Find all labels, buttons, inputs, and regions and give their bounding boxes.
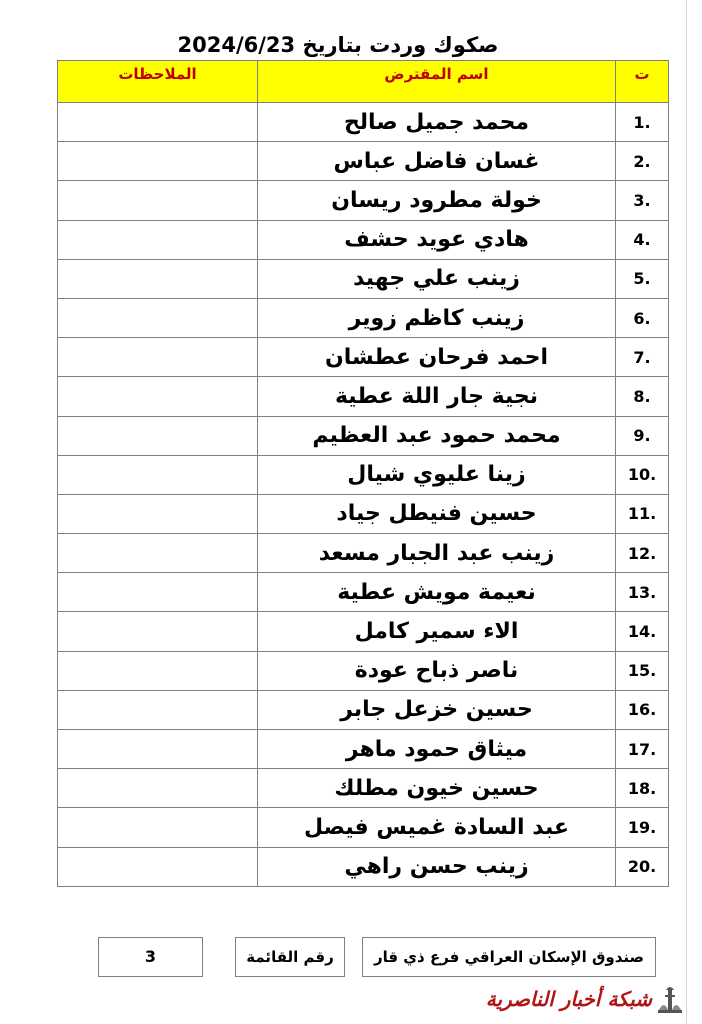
watermark	[458, 983, 684, 1015]
row-number: 10.	[616, 455, 669, 494]
table-header-row	[58, 61, 669, 103]
borrower-name: ناصر ذباح عودة	[258, 651, 616, 690]
borrower-name: الاء سمير كامل	[258, 612, 616, 651]
table-row	[58, 573, 669, 612]
row-number: 5.	[616, 259, 669, 298]
table-row	[58, 690, 669, 729]
borrower-name: محمد جميل صالح	[258, 103, 616, 142]
borrower-name: احمد فرحان عطشان	[258, 338, 616, 377]
row-number: 3.	[616, 181, 669, 220]
list-number-label: رقم القائمة	[235, 937, 345, 977]
table-row	[58, 338, 669, 377]
table-row	[58, 103, 669, 142]
borrower-name: عبد السادة غميس فيصل	[258, 808, 616, 847]
row-notes	[58, 103, 258, 142]
borrower-name: غسان فاضل عباس	[258, 142, 616, 181]
row-notes	[58, 651, 258, 690]
borrower-name: ميثاق حمود ماهر	[258, 730, 616, 769]
header-notes: الملاحظات	[58, 61, 258, 103]
row-notes	[58, 377, 258, 416]
borrower-name: زينب علي جهيد	[258, 259, 616, 298]
borrower-name: زينب عبد الجبار مسعد	[258, 534, 616, 573]
table-row	[58, 769, 669, 808]
header-number: ت	[616, 61, 669, 103]
row-number: 7.	[616, 338, 669, 377]
table-row	[58, 220, 669, 259]
row-notes	[58, 455, 258, 494]
row-number: 9.	[616, 416, 669, 455]
page-edge	[686, 0, 687, 1024]
borrower-name: زينب حسن راهي	[258, 847, 616, 886]
row-number: 18.	[616, 769, 669, 808]
row-notes	[58, 534, 258, 573]
borrower-name: هادي عويد حشف	[258, 220, 616, 259]
borrower-name: زينب كاظم زوير	[258, 298, 616, 337]
row-notes	[58, 847, 258, 886]
row-number: 4.	[616, 220, 669, 259]
table-row	[58, 730, 669, 769]
table-row	[58, 181, 669, 220]
document-title: صكوك وردت بتاريخ 2024/6/23	[177, 33, 499, 57]
table-row	[58, 494, 669, 533]
row-notes	[58, 690, 258, 729]
list-number-value: 3	[98, 937, 203, 977]
borrower-name: محمد حمود عبد العظيم	[258, 416, 616, 455]
borrower-name: نعيمة مويش عطية	[258, 573, 616, 612]
borrower-name: حسين خزعل جابر	[258, 690, 616, 729]
borrower-name: خولة مطرود ريسان	[258, 181, 616, 220]
row-number: 6.	[616, 298, 669, 337]
row-notes	[58, 808, 258, 847]
table-row	[58, 142, 669, 181]
table-row	[58, 847, 669, 886]
row-notes	[58, 220, 258, 259]
table-row	[58, 808, 669, 847]
row-notes	[58, 494, 258, 533]
header-name: اسم المقترض	[258, 61, 616, 103]
row-notes	[58, 730, 258, 769]
row-number: 8.	[616, 377, 669, 416]
borrower-name: حسين خيون مطلك	[258, 769, 616, 808]
row-number: 12.	[616, 534, 669, 573]
borrower-name: زينا عليوي شيال	[258, 455, 616, 494]
row-number: 14.	[616, 612, 669, 651]
row-number: 20.	[616, 847, 669, 886]
row-notes	[58, 573, 258, 612]
row-number: 16.	[616, 690, 669, 729]
row-notes	[58, 769, 258, 808]
row-notes	[58, 416, 258, 455]
watermark-text: شبكة أخبار الناصرية	[485, 987, 652, 1011]
table-row	[58, 259, 669, 298]
table-row	[58, 612, 669, 651]
row-number: 19.	[616, 808, 669, 847]
fund-name-box: صندوق الإسكان العراقي فرع ذي قار	[362, 937, 656, 977]
borrowers-table	[57, 60, 669, 887]
row-notes	[58, 181, 258, 220]
row-number: 1.	[616, 103, 669, 142]
row-notes	[58, 612, 258, 651]
row-notes	[58, 142, 258, 181]
row-number: 11.	[616, 494, 669, 533]
borrower-name: نجية جار اللة عطية	[258, 377, 616, 416]
row-notes	[58, 259, 258, 298]
table-row	[58, 455, 669, 494]
row-notes	[58, 338, 258, 377]
row-number: 17.	[616, 730, 669, 769]
table-row	[58, 651, 669, 690]
table-row	[58, 377, 669, 416]
table-row	[58, 298, 669, 337]
table-row	[58, 534, 669, 573]
minaret-logo-icon	[656, 984, 684, 1014]
row-number: 13.	[616, 573, 669, 612]
borrower-name: حسين فنيطل جياد	[258, 494, 616, 533]
row-notes	[58, 298, 258, 337]
row-number: 15.	[616, 651, 669, 690]
table-row	[58, 416, 669, 455]
row-number: 2.	[616, 142, 669, 181]
